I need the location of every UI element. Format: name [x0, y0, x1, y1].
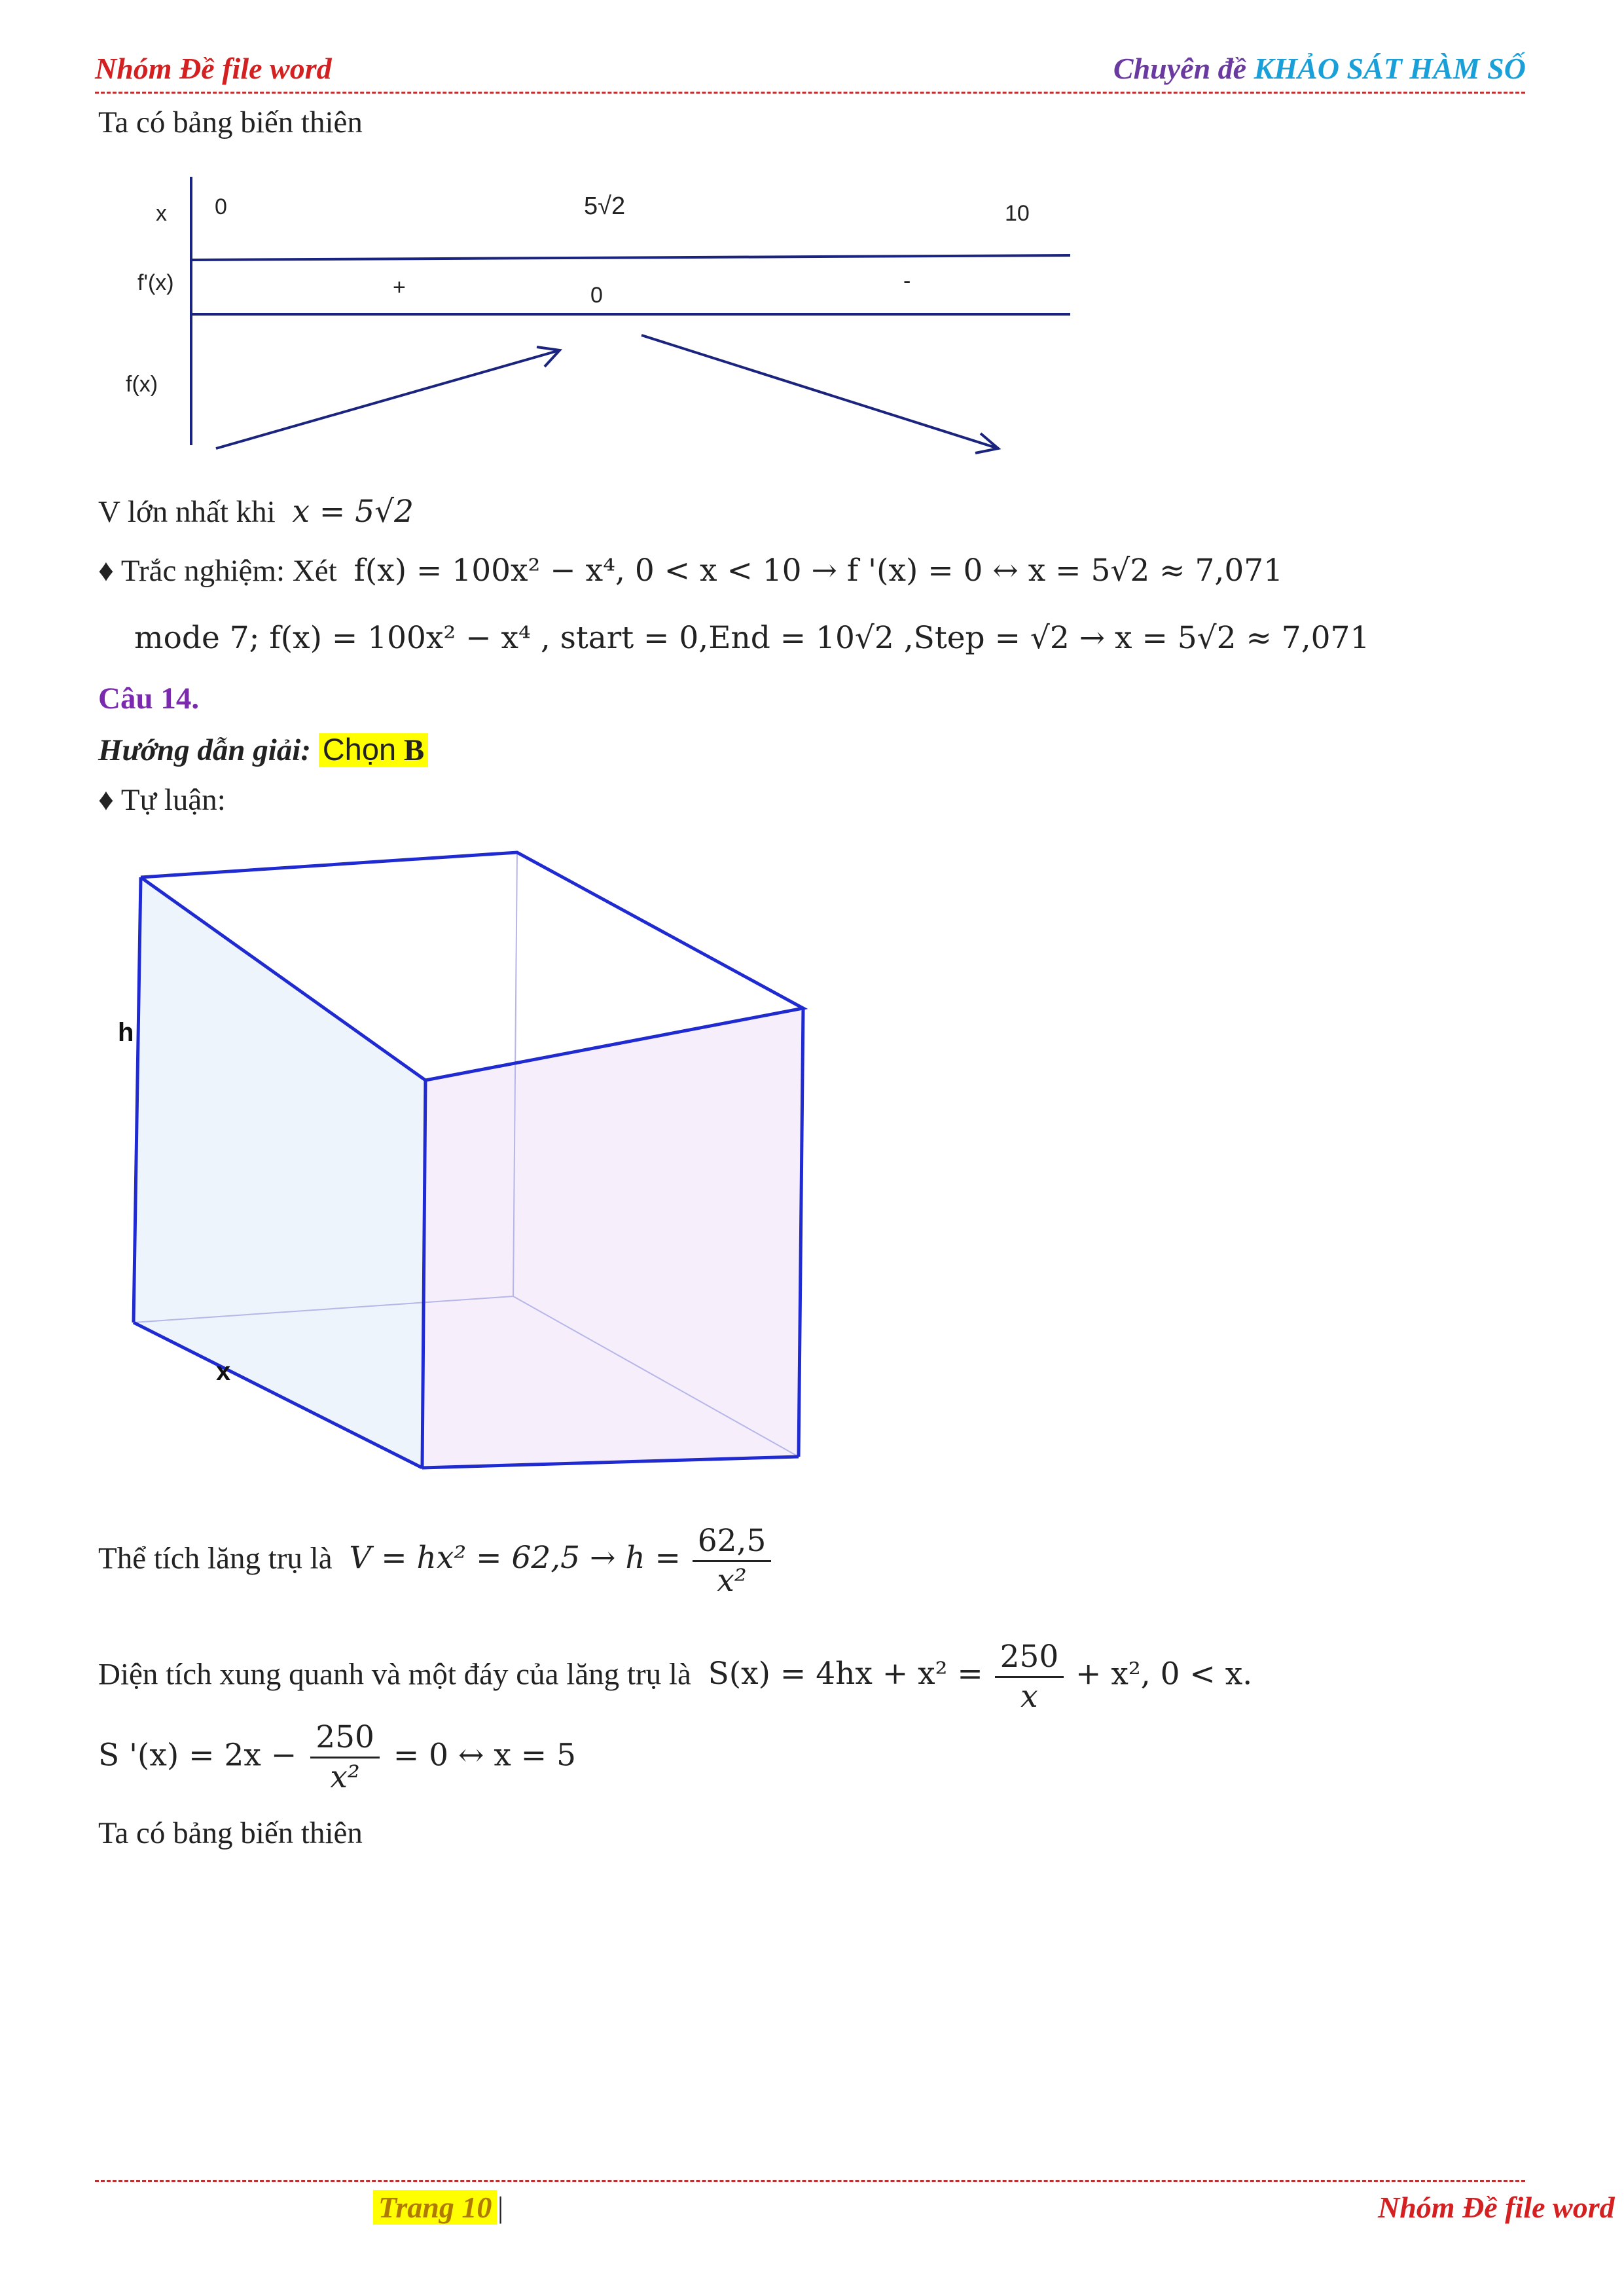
derivative-frac-den: x² — [330, 1759, 360, 1795]
trac-nghiem-formula: f(x) = 100x² − x⁴, 0 < x < 10 → f '(x) = 0 ↔ x = 5√2 ≈ 7,071 — [353, 553, 1284, 589]
footer-divider — [95, 2180, 1525, 2182]
table-row-divider-1 — [191, 255, 1070, 260]
answer-choice — [319, 733, 428, 767]
self-solve-label: ♦ Tự luận: — [98, 783, 226, 817]
header-group-name: Nhóm Đề file word — [95, 52, 332, 85]
max-volume-line — [98, 492, 414, 532]
square-prism-figure — [111, 838, 825, 1506]
footer-page-number: Trang 10 — [373, 2190, 497, 2225]
trac-nghiem-line-2: mode 7; f(x) = 100x² − x⁴ , start = 0,End = 10√2 ,Step = √2 → x = 5√2 ≈ 7,071 — [134, 620, 1370, 656]
derivative-start: S '(x) = 2x − — [98, 1737, 297, 1774]
area-frac-num: 250 — [995, 1638, 1064, 1678]
intro-table-label: Ta có bảng biến thiên — [98, 105, 363, 139]
header-topic-prefix: Chuyên đề — [1113, 52, 1254, 85]
footer-separator: | — [497, 2191, 504, 2224]
sign-positive: + — [393, 275, 406, 300]
volume-line — [98, 1522, 775, 1600]
x-value-end: 10 — [1005, 201, 1030, 226]
decreasing-arrow — [641, 335, 998, 448]
answer-choice-prefix: Chọn — [322, 732, 397, 767]
area-suffix: + x², 0 < x. — [1075, 1656, 1253, 1692]
derivative-end: = 0 ↔ x = 5 — [393, 1737, 577, 1774]
derivative-fraction — [310, 1719, 380, 1796]
x-value-critical: 5√2 — [584, 192, 626, 220]
area-prefix: Diện tích xung quanh và một đáy của lăng trụ là — [98, 1657, 691, 1692]
derivative-frac-num: 250 — [310, 1719, 380, 1758]
guide-line — [98, 731, 428, 768]
footer-group-name: Nhóm Đề file word — [1378, 2191, 1615, 2224]
trac-nghiem-prefix: ♦ Trắc nghiệm: Xét — [98, 554, 337, 588]
outro-table-label: Ta có bảng biến thiên — [98, 1816, 363, 1850]
question-title: Câu 14. — [98, 682, 200, 716]
sign-zero: 0 — [590, 283, 603, 308]
derivative-line — [98, 1719, 576, 1796]
volume-frac-num: 62,5 — [693, 1522, 772, 1562]
answer-choice-letter: B — [403, 733, 425, 767]
area-frac-den: x — [1020, 1679, 1038, 1715]
volume-prefix: Thể tích lăng trụ là — [98, 1541, 333, 1576]
row-label-x: x — [156, 201, 167, 226]
area-line — [98, 1638, 1252, 1716]
volume-frac-den: x² — [717, 1563, 747, 1599]
volume-formula: V = hx² = 62,5 → h = — [349, 1540, 681, 1576]
area-fraction — [995, 1638, 1064, 1716]
max-volume-formula: x = 5√2 — [292, 494, 414, 530]
increasing-arrow — [216, 350, 560, 448]
header-topic — [1113, 51, 1526, 86]
header-topic-title: KHẢO SÁT HÀM SỐ — [1254, 52, 1526, 85]
x-value-start: 0 — [215, 194, 227, 219]
row-label-f: f(x) — [126, 372, 158, 397]
prism-front-face — [422, 1008, 803, 1468]
volume-fraction — [693, 1522, 772, 1600]
max-volume-prefix: V lớn nhất khi — [98, 495, 276, 529]
guide-label: Hướng dẫn giải: — [98, 733, 311, 767]
trac-nghiem-line-1 — [98, 551, 1283, 591]
area-formula: S(x) = 4hx + x² = — [708, 1656, 983, 1692]
sign-negative: - — [903, 268, 911, 293]
row-label-fprime: f'(x) — [137, 270, 174, 295]
variation-table-1 — [118, 170, 1087, 471]
header-divider — [95, 92, 1525, 94]
height-label: h — [118, 1018, 134, 1047]
prism-left-face — [134, 877, 425, 1468]
base-label: x — [216, 1357, 231, 1386]
